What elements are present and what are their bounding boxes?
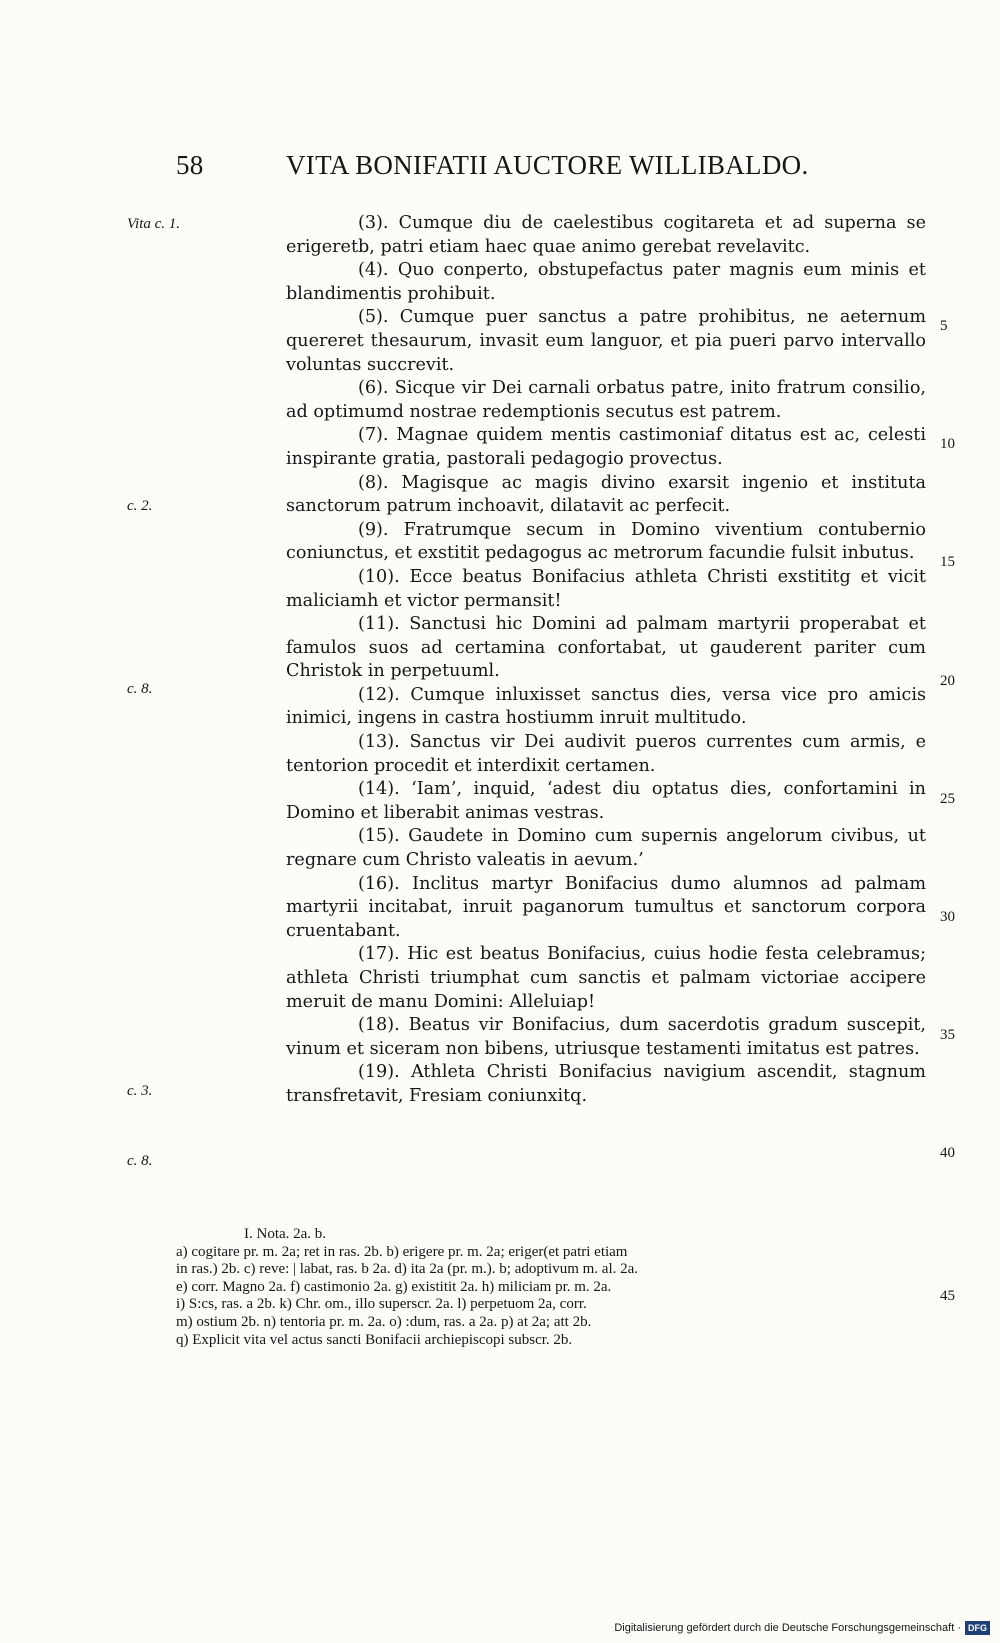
margin-note: c. 8. — [127, 681, 153, 697]
margin-note: c. 8. — [127, 1153, 153, 1169]
line-number: 10 — [940, 436, 955, 452]
paragraph: (14). ‘Iam’, inquid, ‘adest diu optatus dies, confortamini in Domino et liberabit animas vestras. — [286, 779, 926, 823]
margin-note: c. 2. — [127, 498, 153, 514]
digitization-credit — [614, 1621, 990, 1635]
line-number: 30 — [940, 909, 955, 925]
apparatus-line: e) corr. Magno 2a. f) castimonio 2a. g) existitit 2a. h) miliciam pr. m. 2a. — [176, 1278, 612, 1295]
paragraph: (19). Athleta Christi Bonifacius navigium ascendit, stagnum transfretavit, Fresiam coniunxitq. — [286, 1062, 926, 1106]
paragraph: (7). Magnae quidem mentis castimoniaf ditatus est ac, celesti inspirante gratia, pastorali pedagogio provectus. — [286, 425, 926, 469]
line-number: 45 — [940, 1288, 955, 1304]
paragraph: (17). Hic est beatus Bonifacius, cuius hodie festa celebramus; athleta Christi triumphat cum sanctis et palmam victoriae accipere meruit de manu Domini: Alleluiap! — [286, 944, 926, 1012]
paragraph: (9). Fratrumque secum in Domino viventium contubernio coniunctus, et exstitit pedagogus ac metrorum facundie fulsit inbutus. — [286, 519, 926, 564]
paragraph: (12). Cumque inluxisset sanctus dies, versa vice pro amicis inimici, ingens in castra hostiumm inruit multitudo. — [286, 684, 926, 729]
page-number: 58 — [176, 150, 204, 180]
paragraph: (13). Sanctus vir Dei audivit pueros currentes cum armis, e tentorion procedit et interdixit certamen. — [286, 732, 926, 776]
dfg-logo-icon: DFG — [965, 1621, 990, 1635]
credit-text: Digitalisierung gefördert durch die Deutsche Forschungsgemeinschaft · — [614, 1622, 961, 1634]
running-head — [0, 150, 1000, 186]
line-number: 40 — [940, 1145, 955, 1161]
paragraph: (4). Quo conperto, obstupefactus pater magnis eum minis et blandimentis prohibuit. — [286, 260, 926, 304]
apparatus-line: in ras.) 2b. c) reve: | labat, ras. b 2a. d) ita 2a (pr. m.). b; adoptivum m. al. 2a. — [176, 1261, 639, 1278]
paragraph: (10). Ecce beatus Bonifacius athleta Christi exstititg et vicit maliciamh et victor permansit! — [286, 566, 926, 611]
line-number: 35 — [940, 1027, 955, 1043]
paragraph: (8). Magisque ac magis divino exarsit ingenio et instituta sanctorum patrum inchoavit, dilatavit ac perfecit. — [286, 472, 926, 517]
paragraph: (3). Cumque diu de caelestibus cogitareta et ad superna se erigeretb, patri etiam haec quae animo gerebat revelavitc. — [286, 213, 926, 257]
paragraph: (15). Gaudete in Domino cum supernis angelorum civibus, ut regnare cum Christo valeatis in aevum.’ — [286, 826, 926, 871]
apparatus-line: i) S:cs, ras. a 2b. k) Chr. om., illo superscr. 2a. l) perpetuom 2a, corr. — [176, 1296, 587, 1313]
line-number: 15 — [940, 554, 955, 570]
apparatus-nota: I. Nota. 2a. b. — [244, 1226, 327, 1242]
paragraph: (5). Cumque puer sanctus a patre prohibitus, ne aeternum quereret thesaurum, invasit eum languor, et pia pueri parvo intervallo voluntas succrevit. — [286, 307, 926, 375]
header-title: VITA BONIFATII AUCTORE WILLIBALDO. — [286, 150, 809, 180]
apparatus-line: m) ostium 2b. n) tentoria pr. m. 2a. o) :dum, ras. a 2a. p) at 2a; att 2b. — [176, 1313, 592, 1330]
margin-note: c. 3. — [127, 1083, 153, 1099]
paragraph: (6). Sicque vir Dei carnali orbatus patre, inito fratrum consilio, ad optimumd nostrae redemptionis secutus est patrem. — [286, 378, 926, 422]
paragraph: (18). Beatus vir Bonifacius, dum sacerdotis gradum suscepit, vinum et siceram non bibens, utriusque testamenti imitatus est patres. — [286, 1015, 926, 1059]
apparatus-line: a) cogitare pr. m. 2a; ret in ras. 2b. b) erigere pr. m. 2a; eriger(et patri etiam — [176, 1243, 628, 1260]
line-number: 20 — [940, 673, 955, 689]
line-number: 25 — [940, 791, 955, 807]
paragraph: (16). Inclitus martyr Bonifacius dumo alumnos ad palmam martyrii incitabat, inruit paganorum tumultus et sanctorum corpora cruentabant. — [286, 873, 926, 941]
critical-apparatus — [176, 1226, 931, 1349]
apparatus-line: q) Explicit vita vel actus sancti Bonifacii archiepiscopi subscr. 2b. — [176, 1331, 573, 1348]
paragraph: (11). Sanctusi hic Domini ad palmam martyrii properabat et famulos suos ad certamina confortabat, ut gauderent pariter cum Christok in perpetuuml. — [286, 614, 926, 682]
main-text — [286, 212, 926, 1109]
margin-note: Vita c. 1. — [127, 216, 181, 232]
line-number: 5 — [940, 318, 948, 334]
